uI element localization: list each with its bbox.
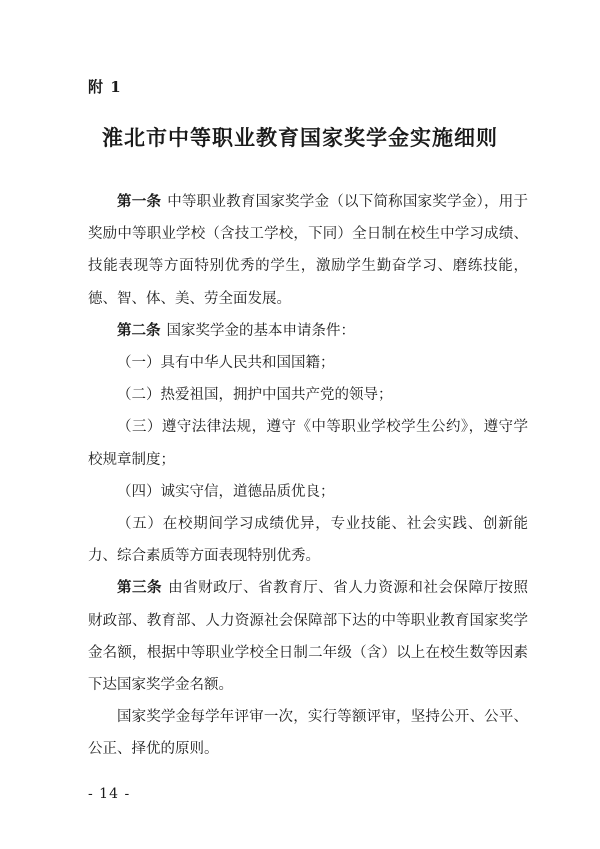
paragraph-text: 国家奖学金每学年评审一次，实行等额评审，坚持公开、公平、公正、择优的原则。 — [88, 709, 528, 758]
article-label: 第二条 — [117, 321, 161, 339]
paragraph-text: 由省财政厅、省教育厅、省人力资源和社会保障厅按照财政部、教育部、人力资源社会保障部下达的中等职业教育国家奖学金名额，根据中等职业学校全日制二年级（含）以上在校生数等因素下达国家奖学金名额。 — [88, 580, 529, 694]
paragraph-text: （三）遵守法律法规，遵守《中等职业学校学生公约》，遵守学校规章制度； — [88, 419, 528, 468]
list-item-condition-5 — [88, 508, 528, 572]
list-item-condition-2 — [88, 379, 528, 411]
paragraph-article-3 — [88, 572, 528, 701]
article-label: 第一条 — [117, 193, 162, 210]
paragraph-evaluation-principle — [88, 701, 528, 765]
paragraph-text: （五）在校期间学习成绩优异，专业技能、社会实践、创新能力、综合素质等方面表现特别优秀。 — [88, 516, 528, 565]
attachment-label: 附 1 — [88, 78, 122, 96]
article-label: 第三条 — [117, 579, 163, 597]
paragraph-article-1 — [88, 186, 528, 315]
paragraph-text: （四）诚实守信，道德品质优良； — [117, 483, 335, 500]
document-title: 淮北市中等职业教育国家奖学金实施细则 — [102, 125, 498, 150]
paragraph-text: 国家奖学金的基本申请条件： — [166, 322, 355, 339]
paragraph-text: （一）具有中华人民共和国国籍； — [117, 355, 335, 372]
page-number: - 14 - — [88, 786, 131, 802]
paragraph-text: 中等职业教育国家奖学金（以下简称国家奖学金），用于奖励中等职业学校（含技工学校，下同）全日制在校生中学习成绩、技能表现等方面特别优秀的学生，激励学生勤奋学习、磨练技能，德、智、体、美、劳全面发展。 — [88, 194, 529, 307]
list-item-condition-1 — [88, 347, 528, 379]
paragraph-text: （二）热爱祖国，拥护中国共产党的领导； — [117, 387, 393, 404]
paragraph-article-2 — [88, 315, 528, 347]
list-item-condition-4 — [88, 476, 528, 508]
document-body — [88, 186, 528, 766]
list-item-condition-3 — [88, 411, 528, 475]
